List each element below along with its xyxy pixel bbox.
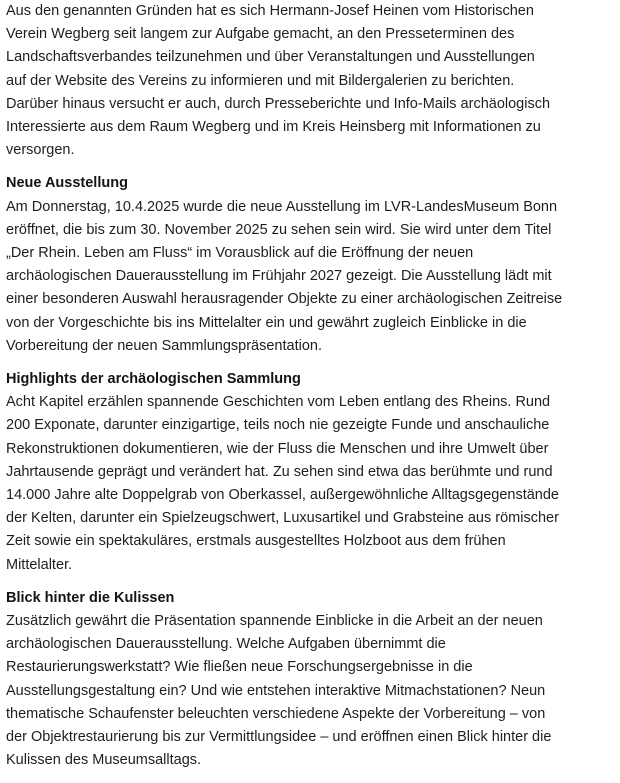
section-paragraph: Acht Kapitel erzählen spannende Geschichten vom Leben entlang des Rheins. Rund 200 Exponate, darunter einzigartige, teils noch nie gezeigte Funde und anschauliche Rekonstruktionen dokumentieren, wie der Fluss die Menschen und ihre Umwelt über Jahrtausende geprägt und verändert hat. Zu sehen sind etwa das berühmte und rund 14.000 Jahre alte Doppelgrab von Oberkassel, außergewöhnliche Alltagsgegenstände der Kelten, darunter ein Spielzeugschwert, Luxusartikel und Grabsteine aus römischer Zeit sowie ein spektakuläres, erstmals ausgestelltes Holzboot aus dem frühen Mittelalter. bbox=[6, 394, 559, 573]
section-highlights bbox=[6, 368, 614, 577]
section-paragraph: Zusätzlich gewährt die Präsentation spannende Einblicke in die Arbeit an der neuen archäologischen Dauerausstellung. Welche Aufgaben übernimmt die Restaurierungswerkstatt? Wie fließen neue Forschungsergebnisse in die Ausstellungsgestaltung ein? Und wie entstehen interaktive Mitmachstationen? Neun thematische Schaufenster beleuchten verschiedene Aspekte der Vorbereitung – von der Objektrestaurierung bis zur Vermittlungsidee – und eröffnen einen Blick hinter die Kulissen des Museumsalltags. bbox=[6, 613, 552, 769]
section-paragraph: Am Donnerstag, 10.4.2025 wurde die neue Ausstellung im LVR-LandesMuseum Bonn eröffnet, die bis zum 30. November 2025 zu sehen sein wird. Sie wird unter dem Titel „Der Rhein. Leben am Fluss“ im Vorausblick auf die Eröffnung der neuen archäologischen Dauerausstellung im Frühjahr 2027 gezeigt. Die Ausstellung lädt mit einer besonderen Auswahl herausragender Objekte zu einer archäologischen Zeitreise von der Vorgeschichte bis ins Mittelalter ein und gewährt zugleich Einblicke in die Vorbereitung der neuen Sammlungspräsentation. bbox=[6, 198, 563, 354]
section-heading: Neue Ausstellung bbox=[6, 175, 128, 192]
section-blick-hinter-die-kulissen bbox=[6, 587, 614, 773]
intro-paragraph: Aus den genannten Gründen hat es sich Hermann-Josef Heinen vom Historischen Verein Wegberg seit langem zur Aufgabe gemacht, an den Presseterminen des Landschaftsverbandes teilzunehmen und über Veranstaltungen und Ausstellungen auf der Website des Vereins zu informieren und mit Bildergalerien zu berichten. Darüber hinaus versucht er auch, durch Presseberichte und Info-Mails archäologisch Interessierte aus dem Raum Wegberg und im Kreis Heinsberg mit Informationen zu versorgen. bbox=[6, 3, 551, 159]
section-heading: Highlights der archäologischen Sammlung bbox=[6, 371, 301, 388]
section-neue-ausstellung bbox=[6, 172, 614, 358]
section-heading: Blick hinter die Kulissen bbox=[6, 589, 175, 606]
